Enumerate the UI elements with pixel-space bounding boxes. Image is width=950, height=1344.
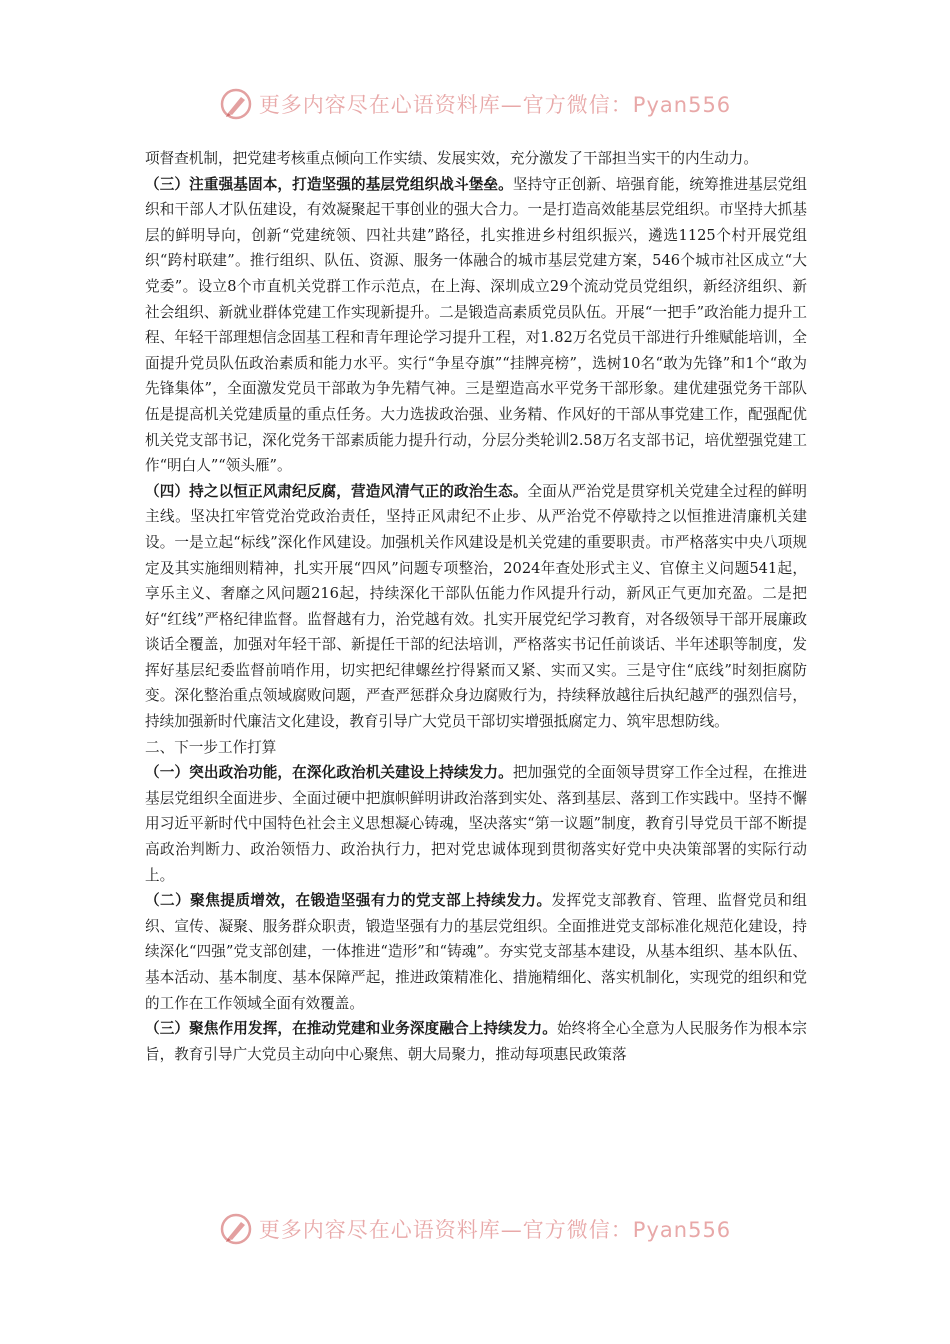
paragraph-heading: （三）注重强基固本，打造坚强的基层党组织战斗堡垒。	[145, 175, 513, 193]
paragraph-text: 坚持守正创新、培强育能，统筹推进基层党组织和干部人才队伍建设，有效凝聚起干事创业的强大合力。一是打造高效能基层党组织。市坚持大抓基层的鲜明导向，创新“党建统领、四社共建”路径，扎实推进乡村组织振兴，遴选1125个村开展党组织“跨村联建”。推行组织、队伍、资源、服务一体融合的城市基层党建方案，546个城市社区成立“大党委”。设立8个市直机关党群工作示范点，在上海、深圳成立29个流动党员党组织，新经济组织、新社会组织、新就业群体党建工作实现新提升。二是锻造高素质党员队伍。开展“一把手”政治能力提升工程、年轻干部理想信念固基工程和青年理论学习提升工程，对1.82万名党员干部进行升维赋能培训，全面提升党员队伍政治素质和能力水平。实行“争星夺旗”“挂牌亮榜”，选树10名“敢为先锋”和1个“敢为先锋集体”，全面激发党员干部敢为争先精气神。三是塑造高水平党务干部形象。建优建强党务干部队伍是提高机关党建质量的重点任务。大力选拔政治强、业务精、作风好的干部从事党建工作，配强配优机关党支部书记，深化党务干部素质能力提升行动，分层分类轮训2.58万名支部书记，培优塑强党建工作“明白人”“领头雁”。	[145, 175, 807, 475]
paragraph	[145, 760, 807, 888]
paragraph-text: 二、下一步工作打算	[145, 738, 277, 756]
document-body	[145, 146, 807, 1067]
paragraph	[145, 1016, 807, 1067]
paragraph-text: 项督查机制，把党建考核重点倾向工作实绩、发展实效，充分激发了干部担当实干的内生动力。	[145, 150, 758, 167]
paragraph	[145, 172, 807, 479]
pen-logo-icon	[219, 87, 253, 121]
paragraph-text: 始终将全心全意为人民服务作为根本宗旨，教育引导广大党员主动向中心聚焦、朝大局聚力，推动每项惠民政策落	[145, 1020, 807, 1063]
paragraph-heading: （一）突出政治功能，在深化政治机关建设上持续发力。	[145, 764, 513, 782]
paragraph	[145, 146, 807, 172]
paragraph-heading: （四）持之以恒正风肃纪反腐，营造风清气正的政治生态。	[145, 482, 528, 500]
paragraph-text: 把加强党的全面领导贯穿工作全过程，在推进基层党组织全面进步、全面过硬中把旗帜鲜明讲政治落到实处、落到基层、落到工作实践中。坚持不懈用习近平新时代中国特色社会主义思想凝心铸魂，坚决落实“第一议题”制度，教育引导党员干部不断提高政治判断力、政治领悟力、政治执行力，把对党忠诚体现到贯彻落实好党中央决策部署的实际行动上。	[145, 764, 807, 884]
pen-logo-icon	[219, 1212, 253, 1246]
watermark-text: 更多内容尽在心语资料库—官方微信：Pyan556	[258, 93, 732, 117]
paragraph-text: 发挥党支部教育、管理、监督党员和组织、宣传、凝聚、服务群众职责，锻造坚强有力的基层党组织。全面推进党支部标准化规范化建设，持续深化“四强”党支部创建，一体推进“造形”和“铸魂”。夯实党支部基本建设，从基本组织、基本队伍、基本活动、基本制度、基本保障严起，推进政策精准化、措施精细化、落实机制化，实现党的组织和党的工作在工作领域全面有效覆盖。	[145, 892, 807, 1012]
paragraph-text: 全面从严治党是贯穿机关党建全过程的鲜明主线。坚决扛牢管党治党政治责任，坚持正风肃纪不止步、从严治党不停歇持之以恒推进清廉机关建设。一是立起“标线”深化作风建设。加强机关作风建设是机关党建的重要职责。市严格落实中央八项规定及其实施细则精神，扎实开展“四风”问题专项整治，2024年查处形式主义、官僚主义问题541起，享乐主义、奢靡之风问题216起，持续深化干部队伍能力作风提升行动，新风正气更加充盈。二是把好“红线”严格纪律监督。监督越有力，治党越有效。扎实开展党纪学习教育，对各级领导干部开展廉政谈话全覆盖，加强对年轻干部、新提任干部的纪法培训，严格落实书记任前谈话、半年述职等制度，发挥好基层纪委监督前哨作用，切实把纪律螺丝拧得紧而又紧、实而又实。三是守住“底线”时刻拒腐防变。深化整治重点领域腐败问题，严查严惩群众身边腐败行为，持续释放越往后执纪越严的强烈信号，持续加强新时代廉洁文化建设，教育引导广大党员干部切实增强抵腐定力、筑牢思想防线。	[145, 482, 807, 731]
paragraph-heading: （三）聚焦作用发挥，在推动党建和业务深度融合上持续发力。	[145, 1020, 557, 1038]
paragraph	[145, 479, 807, 735]
paragraph-heading: （二）聚焦提质增效，在锻造坚强有力的党支部上持续发力。	[145, 892, 552, 910]
footer-watermark-banner	[0, 1209, 950, 1249]
watermark-text: 更多内容尽在心语资料库—官方微信：Pyan556	[258, 1218, 732, 1242]
header-watermark-banner	[0, 84, 950, 124]
paragraph	[145, 888, 807, 1016]
section-heading	[145, 735, 807, 761]
